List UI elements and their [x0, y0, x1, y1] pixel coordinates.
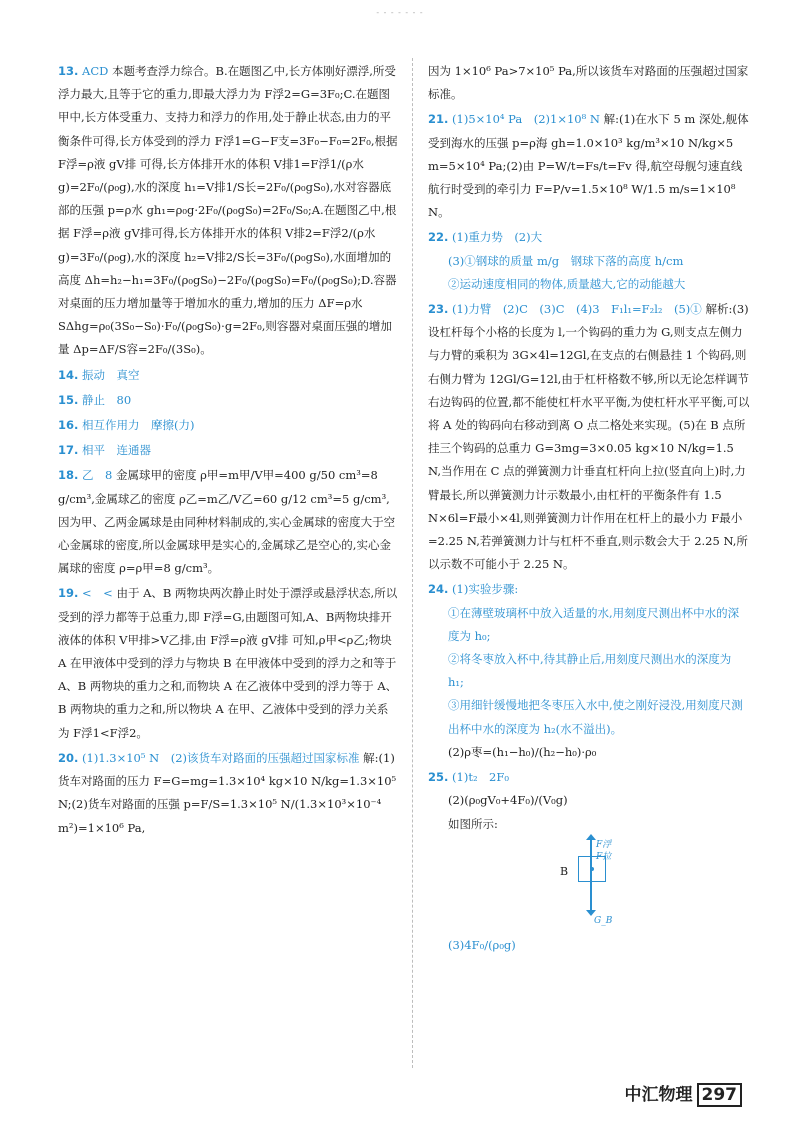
solution-text: 解:(1)在水下 5 m 深处,舰体受到海水的压强 p=ρ海 gh=1.0×10³ kg/m³×10 N/kg×5 m=5×10⁴ Pa;(2)由 P=W/t=Fs/t=Fv 得,航空母舰匀速直线航行时受到的牵引力 F=P/v=1.5×10⁸ W/1.5 m/s=1×10⁸ N。: [428, 112, 749, 220]
answer-line: 如图所示:: [448, 816, 498, 831]
answer-line: (3)①钢球的质量 m/g 钢球下落的高度 h/cm: [448, 253, 684, 268]
answer: (1)重力势 (2)大: [452, 230, 543, 245]
question-line: [58, 464, 398, 580]
solution-text: 因为 1×10⁶ Pa>7×10⁵ Pa,所以该货车对路面的压强超过国家标准。: [428, 64, 749, 102]
question-block: [428, 298, 750, 576]
question-line: [58, 414, 398, 437]
top-mark: - - - - - - -: [376, 8, 424, 17]
question-number: 13.: [58, 64, 79, 78]
question-number: 21.: [428, 112, 449, 127]
question-number: 19.: [58, 586, 79, 601]
solution-text: 金属球甲的密度 ρ甲=m甲/V甲=400 g/50 cm³=8 g/cm³,金属球乙的密度 ρ乙=m乙/V乙=60 g/12 cm³=5 g/cm³,因为甲、乙两金属球是由同种材料制成的,实心金属球的密度大于空心金属球的密度,所以金属球甲是实心的,金属球乙是空心的,实心金属球的密度 ρ=ρ甲=8 g/cm³。: [58, 468, 396, 576]
solution-text: 由于 A、B 两物块两次静止时处于漂浮或悬浮状态,所以受到的浮力都等于总重力,即 F浮=G,由题图可知,A、B两物块排开液体的体积 V甲排>V乙排,由 F浮=ρ液 gV排 可知,ρ甲<ρ乙;物块 A 在甲液体中受到的浮力与物块 B 在甲液体中受到的浮力之和等于 A、B 两物块的重力之和,而物块 A 在乙液体中受到的浮力等于 A、B 两物块的重力之和,所以物块 A 在甲、乙液体中受到的浮力关系为 F浮1<F浮2。: [58, 586, 398, 740]
answer-line: (2)(ρ₀gV₀+4F₀)/(V₀g): [448, 793, 568, 808]
question-line: [58, 439, 398, 462]
question-line: [58, 747, 398, 840]
answer-line: ②将冬枣放入杯中,待其静止后,用刻度尺测出水的深度为 h₁;: [448, 652, 732, 690]
label-b: B: [560, 864, 569, 878]
answer-line: (3)4F₀/(ρ₀g): [448, 937, 516, 952]
question-line: [58, 582, 398, 744]
answer-line: ①在薄壁玻璃杯中放入适量的水,用刻度尺测出杯中水的深度为 h₀;: [448, 605, 740, 643]
label-buoyancy: F浮: [596, 839, 612, 850]
question-number: 20.: [58, 750, 79, 765]
question-block: [58, 389, 398, 412]
question-block: [58, 414, 398, 437]
question-number: 23.: [428, 302, 449, 317]
page-footer: [625, 1080, 743, 1107]
answer-line: ②运动速度相同的物体,质量越大,它的动能越大: [448, 276, 686, 291]
answer: 振动 真空: [82, 367, 140, 382]
question-line: [428, 578, 750, 601]
answer: (1)1.3×10⁵ N (2)该货车对路面的压强超过国家标准: [82, 750, 360, 765]
question-number: 24.: [428, 582, 449, 597]
question-line: [428, 766, 750, 789]
solution-text: 本题考查浮力综合。B.在题图乙中,长方体刚好漂浮,所受浮力最大,且等于它的重力,即最大浮力为 F浮2=G=3F₀;C.在题图甲中,长方体受重力、支持力和浮力的作用,处于静止状态,由力的平衡条件可得,长方体受到的浮力 F浮1=G−F支=3F₀−F₀=2F₀,根据 F浮=ρ液 gV排 可得,长方体排开水的体积 V排1=F浮1/(ρ水 g)=2F₀/(ρ₀g),水的深度 h₁=V排1/S长=2F₀/(ρ₀gS₀),水对容器底部的压强 p=ρ水 gh₁=ρ₀g·2F₀/(ρ₀gS₀)=2F₀/S₀;A.在题图乙中,根据 F浮=ρ液 gV排可得,长方体排开水的体积 V排2=F浮2/(ρ水 g)=3F₀/(ρ₀g),水的深度 h₂=V排2/S长=3F₀/(ρ₀gS₀),水面增加的高度 Δh=h₂−h₁=3F₀/(ρ₀gS₀)−2F₀/(ρ₀gS₀)=F₀/(ρ₀gS₀);D.容器对桌面的压力增加量等于增加水的重力,增加的压力 ΔF=ρ水 SΔhg=ρ₀(3S₀−S₀)·F₀/(ρ₀gS₀)·g=2F₀,则容器对桌面压强的增加量 Δp=ΔF/S容=2F₀/(3S₀)。: [58, 64, 398, 357]
question-line: [58, 60, 398, 362]
right-column: [428, 60, 750, 957]
question-number: 18.: [58, 468, 79, 483]
question-block: [428, 226, 750, 296]
question-number: 16.: [58, 418, 79, 433]
answer: 相互作用力 摩擦(力): [82, 418, 195, 433]
page-number: 297: [697, 1083, 743, 1107]
label-pull: F拉: [596, 851, 612, 862]
label-gravity: G_B: [594, 915, 613, 926]
question-line: [58, 389, 398, 412]
left-column: [58, 60, 398, 842]
question-line: [428, 298, 750, 576]
center-point: [590, 867, 594, 871]
question-line: [428, 226, 750, 249]
answer: 乙 8: [82, 468, 113, 483]
question-block: [428, 766, 750, 836]
answer: ACD: [82, 64, 109, 78]
question-block: [428, 60, 750, 106]
question-number: 14.: [58, 367, 79, 382]
solution-text: 解:(1)货车对路面的压力 F=G=mg=1.3×10⁴ kg×10 N/kg=1.3×10⁵ N;(2)货车对路面的压强 p=F/S=1.3×10⁵ N/(1.3×10³×10⁻⁴ m²)=1×10⁶ Pa,: [58, 750, 397, 835]
question-block: [58, 60, 398, 362]
question-block: [58, 364, 398, 387]
question-block: [58, 747, 398, 840]
question-line: [428, 60, 750, 106]
answer-line: ③用细针缓慢地把冬枣压入水中,使之刚好浸没,用刻度尺测出杯中水的深度为 h₂(水不溢出)。: [448, 698, 743, 736]
question-block: [58, 439, 398, 462]
answer: (1)实验步骤:: [452, 582, 519, 597]
question-block: [58, 582, 398, 744]
answer-line: (2)ρ枣=(h₁−h₀)/(h₂−h₀)·ρ₀: [448, 744, 597, 759]
question-block: [428, 108, 750, 224]
answer: (1)t₂ 2F₀: [452, 770, 509, 785]
question-line: [58, 364, 398, 387]
answer: 静止 80: [82, 392, 132, 407]
column-divider: [412, 58, 413, 1068]
answer: < <: [82, 586, 113, 601]
answer: (1)5×10⁴ Pa (2)1×10⁸ N: [452, 112, 600, 127]
answer: (1)力臂 (2)C (3)C (4)3 F₁l₁=F₂l₂ (5)①: [452, 302, 702, 317]
force-diagram: [428, 838, 750, 934]
answer: 相平 连通器: [82, 443, 152, 458]
footer-title: 中汇物理: [624, 1085, 693, 1105]
question-number: 17.: [58, 443, 79, 458]
question-number: 25.: [428, 770, 449, 785]
question-number: 15.: [58, 392, 79, 407]
solution-text: 解析:(3)设杠杆每个小格的长度为 l,一个钩码的重力为 G,则支点左侧力与力臂的乘积为 3G×4l=12Gl,在支点的右侧悬挂 1 个钩码,则右侧力臂为 12Gl/G=12l,由于杠杆格数不够,所以无论怎样调节右边钩码的位置,都不能使杠杆水平平衡,为使杠杆水平平衡,可以将 A 处的钩码向右移动到离 O 点二格处来实现。(5)在 B 点所挂三个钩码的总重力 G=3mg=3×0.05 kg×10 N/kg=1.5 N,当作用在 C 点的弹簧测力计垂直杠杆向上拉(竖直向上)时,力臂最长,所以弹簧测力计示数最小,由杠杆的平衡条件有 1.5 N×6l=F最小×4l,则弹簧测力计作用在杠杆上的最小力 F最小=2.25 N,若弹簧测力计与杠杆不垂直,则示数会大于 2.25 N,所以示数不可能小于 2.25 N。: [428, 302, 750, 572]
question-block: [428, 578, 750, 764]
question-block: [58, 464, 398, 580]
question-line: [428, 108, 750, 224]
question-number: 22.: [428, 230, 449, 245]
